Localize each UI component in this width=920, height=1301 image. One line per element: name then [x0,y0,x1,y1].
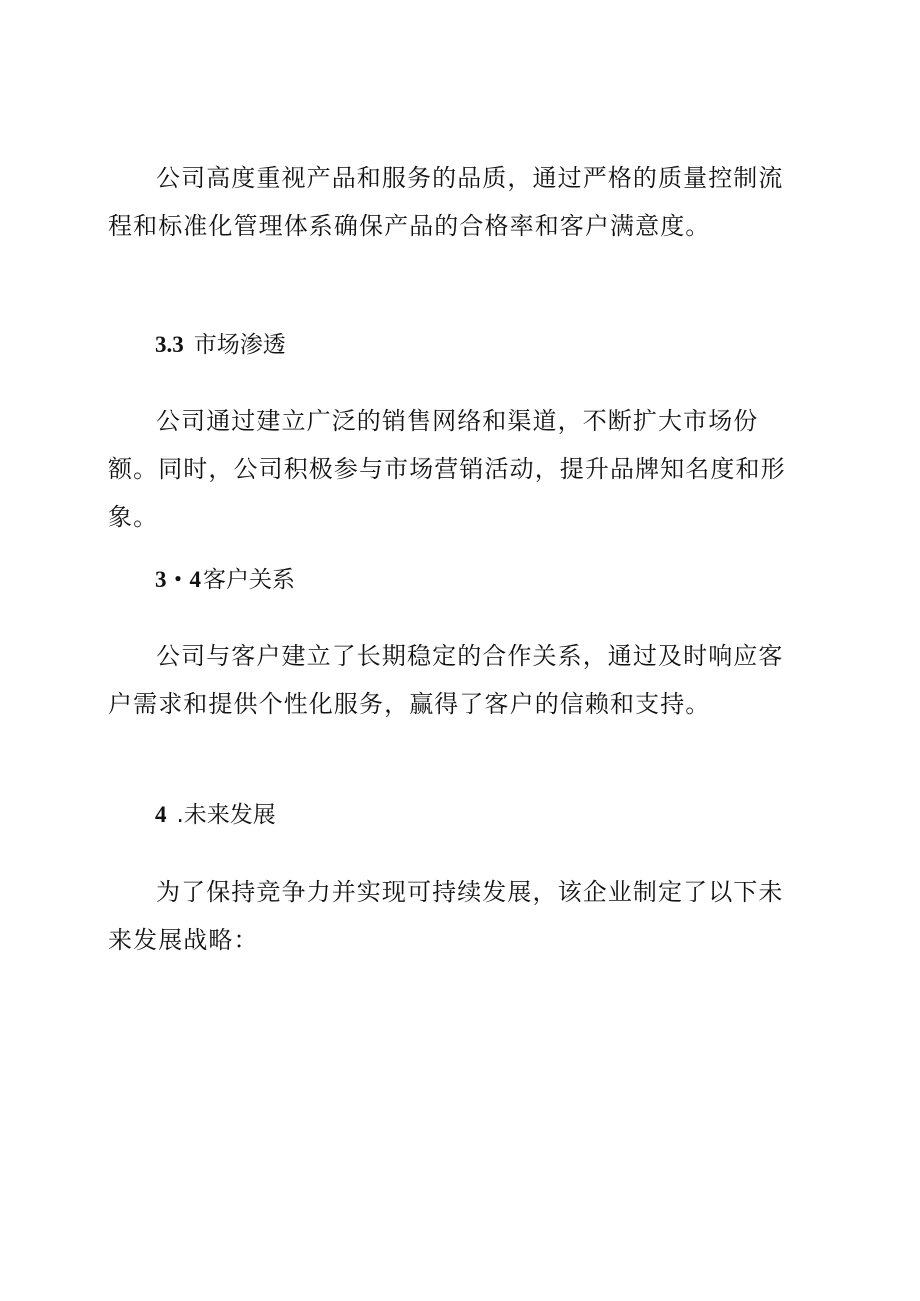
section-heading-customer-relations [155,565,295,595]
paragraph-customer-relations: 公司与客户建立了长期稳定的合作关系，通过及时响应客户需求和提供个性化服务，赢得了客户的信赖和支持。 [108,642,784,718]
section-title: .未来发展 [176,802,276,828]
section-title: 客户关系 [203,567,295,593]
section-number: 3.3 [155,332,184,357]
section-number: 3・4 [155,567,201,592]
paragraph-future-development: 为了保持竞争力并实现可持续发展，该企业制定了以下未来发展战略： [108,878,784,954]
section-heading-future-development [155,800,276,830]
paragraph-market-penetration: 公司通过建立广泛的销售网络和渠道，不断扩大市场份额。同时，公司积极参与市场营销活动，提升品牌知名度和形象。 [108,407,786,531]
section-number: 4 [155,802,167,827]
section-heading-market-penetration [155,330,286,360]
section-title: 市场渗透 [193,332,286,358]
paragraph-quality: 公司高度重视产品和服务的品质，通过严格的质量控制流程和标准化管理体系确保产品的合格率和客户满意度。 [108,164,784,240]
